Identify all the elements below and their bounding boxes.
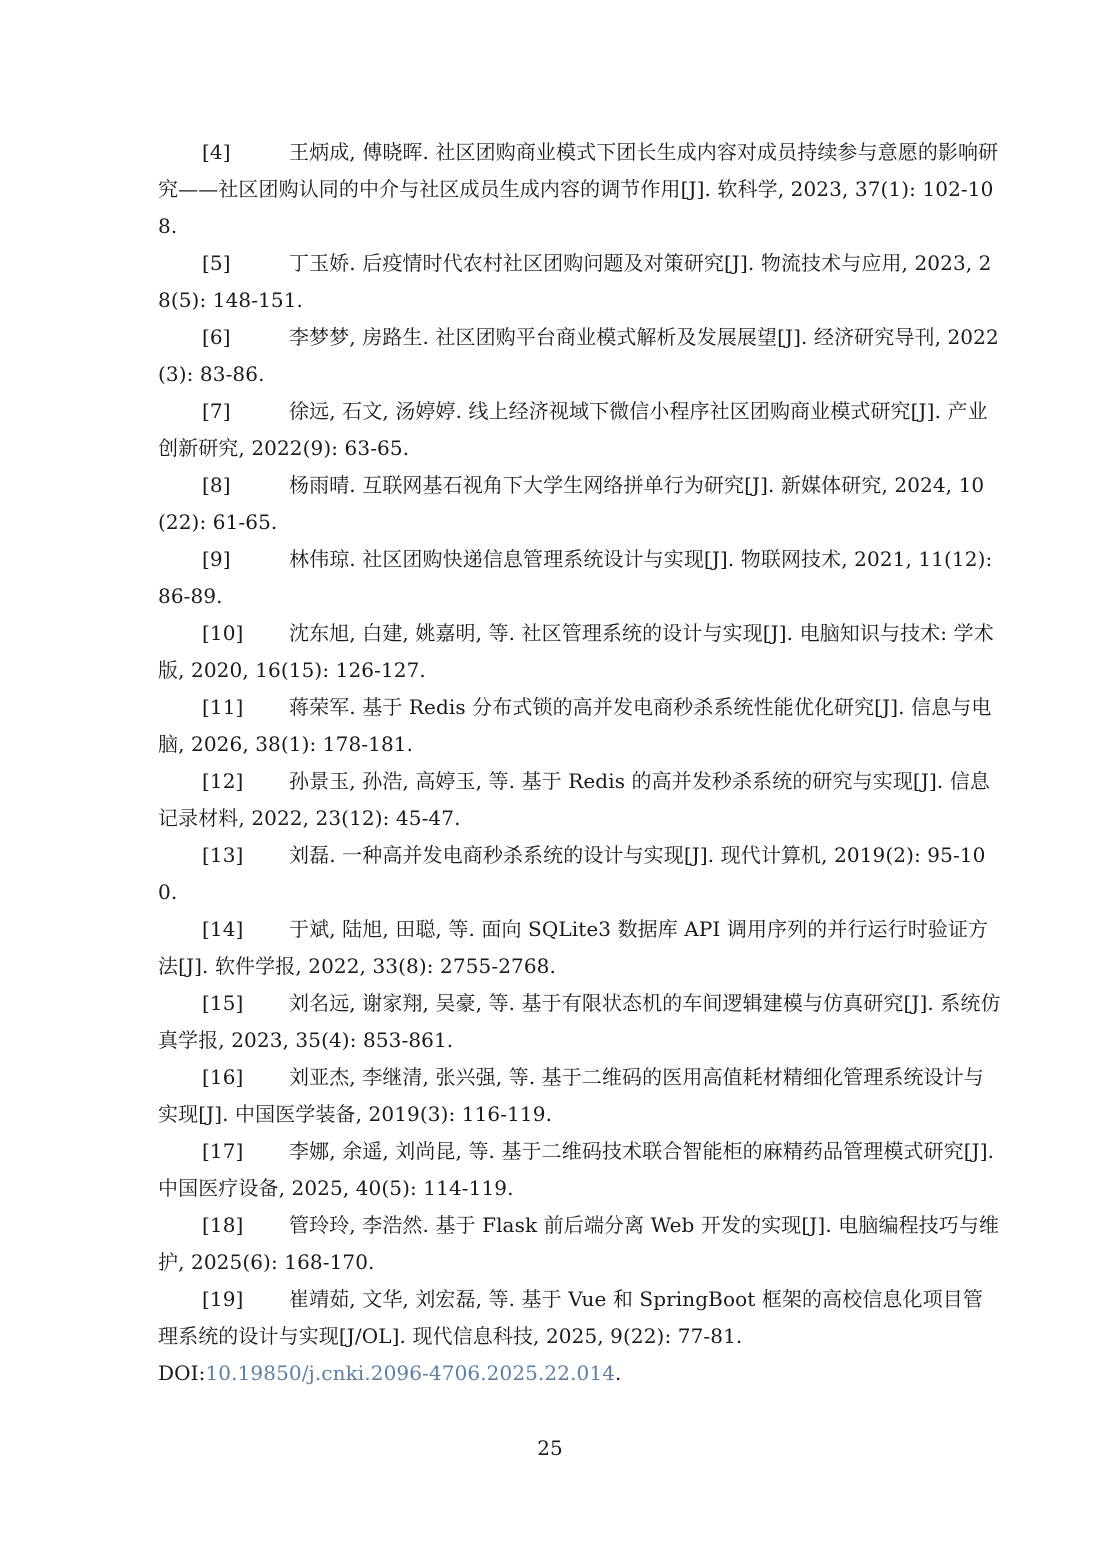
reference-item: [158, 1133, 1003, 1207]
reference-text: 杨雨晴. 互联网基石视角下大学生网络拼单行为研究[J]. 新媒体研究, 2024, 10(22): 61-65.: [158, 473, 985, 534]
doi-label: DOI:: [158, 1361, 206, 1385]
reference-list: [158, 134, 1003, 1392]
page-number: 25: [537, 1436, 563, 1460]
reference-text: 刘名远, 谢家翔, 吴豪, 等. 基于有限状态机的车间逻辑建模与仿真研究[J]. 系统仿真学报, 2023, 35(4): 853-861.: [158, 991, 1001, 1052]
reference-text: 于斌, 陆旭, 田聪, 等. 面向 SQLite3 数据库 API 调用序列的并行运行时验证方法[J]. 软件学报, 2022, 33(8): 2755-2768.: [158, 917, 989, 978]
reference-number: [10]: [202, 621, 244, 645]
reference-number: [19]: [202, 1287, 244, 1311]
reference-item: [158, 985, 1003, 1059]
reference-item: [158, 467, 1003, 541]
reference-text: 刘磊. 一种高并发电商秒杀系统的设计与实现[J]. 现代计算机, 2019(2): 95-100.: [158, 843, 986, 904]
reference-item: [158, 393, 1003, 467]
reference-number: [5]: [202, 251, 231, 275]
reference-text: 孙景玉, 孙浩, 高婷玉, 等. 基于 Redis 的高并发秒杀系统的研究与实现[J]. 信息记录材料, 2022, 23(12): 45-47.: [158, 769, 990, 830]
reference-number: [13]: [202, 843, 244, 867]
reference-item: [158, 134, 1003, 245]
reference-number: [17]: [202, 1139, 244, 1163]
reference-text: 徐远, 石文, 汤婷婷. 线上经济视域下微信小程序社区团购商业模式研究[J]. 产业创新研究, 2022(9): 63-65.: [158, 399, 988, 460]
reference-number: [6]: [202, 325, 231, 349]
doi-link[interactable]: 10.19850/j.cnki.2096-4706.2025.22.014: [205, 1361, 616, 1385]
reference-text: 蒋荣军. 基于 Redis 分布式锁的高并发电商秒杀系统性能优化研究[J]. 信息与电脑, 2026, 38(1): 178-181.: [158, 695, 992, 756]
reference-number: [12]: [202, 769, 244, 793]
reference-text: 管玲玲, 李浩然. 基于 Flask 前后端分离 Web 开发的实现[J]. 电脑编程技巧与维护, 2025(6): 168-170.: [158, 1213, 1000, 1274]
reference-item: [158, 1059, 1003, 1133]
reference-number: [9]: [202, 547, 231, 571]
reference-number: [18]: [202, 1213, 244, 1237]
reference-text: 王炳成, 傅晓晖. 社区团购商业模式下团长生成内容对成员持续参与意愿的影响研究——社区团购认同的中介与社区成员生成内容的调节作用[J]. 软科学, 2023, 37(1): 102-108.: [158, 140, 999, 238]
reference-text: 崔靖茹, 文华, 刘宏磊, 等. 基于 Vue 和 SpringBoot 框架的高校信息化项目管理系统的设计与实现[J/OL]. 现代信息科技, 2025, 9(22): 77-81.: [158, 1287, 983, 1348]
reference-item: [158, 541, 1003, 615]
reference-text: 刘亚杰, 李继清, 张兴强, 等. 基于二维码的医用高值耗材精细化管理系统设计与实现[J]. 中国医学装备, 2019(3): 116-119.: [158, 1065, 984, 1126]
reference-number: [4]: [202, 140, 231, 164]
reference-text: 丁玉娇. 后疫情时代农村社区团购问题及对策研究[J]. 物流技术与应用, 2023, 28(5): 148-151.: [158, 251, 992, 312]
reference-item: [158, 837, 1003, 911]
reference-item: [158, 245, 1003, 319]
reference-number: [15]: [202, 991, 244, 1015]
reference-text: 沈东旭, 白建, 姚嘉明, 等. 社区管理系统的设计与实现[J]. 电脑知识与技术: 学术版, 2020, 16(15): 126-127.: [158, 621, 994, 682]
reference-item: [158, 1281, 1003, 1392]
reference-item: [158, 911, 1003, 985]
reference-item: [158, 615, 1003, 689]
reference-item: [158, 689, 1003, 763]
reference-item: [158, 763, 1003, 837]
reference-number: [16]: [202, 1065, 244, 1089]
reference-number: [14]: [202, 917, 244, 941]
reference-text: 林伟琼. 社区团购快递信息管理系统设计与实现[J]. 物联网技术, 2021, 11(12): 86-89.: [158, 547, 993, 608]
reference-number: [11]: [202, 695, 244, 719]
reference-item: [158, 319, 1003, 393]
reference-text: 李娜, 余遥, 刘尚昆, 等. 基于二维码技术联合智能柜的麻精药品管理模式研究[J]. 中国医疗设备, 2025, 40(5): 114-119.: [158, 1139, 995, 1200]
reference-item: [158, 1207, 1003, 1281]
reference-number: [8]: [202, 473, 231, 497]
reference-number: [7]: [202, 399, 231, 423]
reference-text: 李梦梦, 房路生. 社区团购平台商业模式解析及发展展望[J]. 经济研究导刊, 2022(3): 83-86.: [158, 325, 999, 386]
doi-period: .: [615, 1361, 622, 1385]
